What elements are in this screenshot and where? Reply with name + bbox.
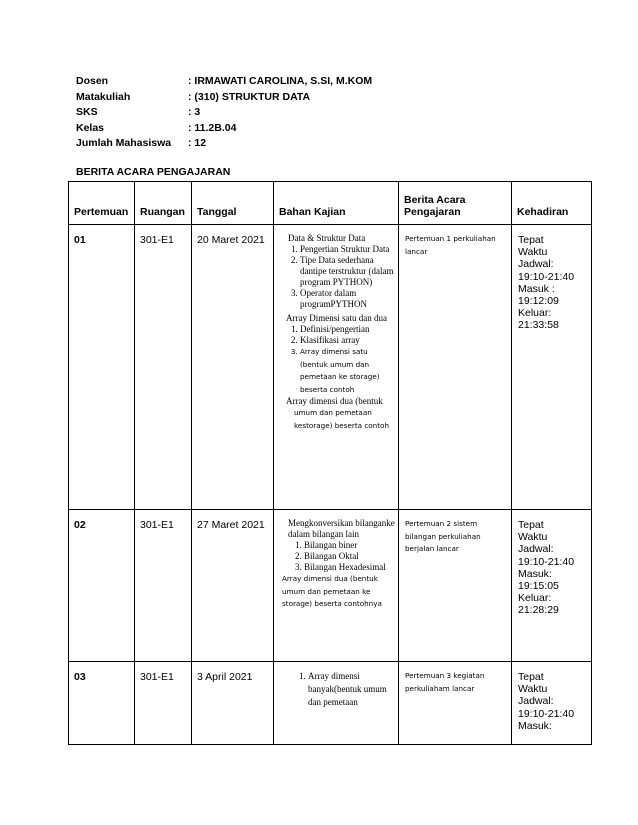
info-row-jumlah bbox=[76, 136, 372, 152]
cell-kehadiran bbox=[512, 510, 592, 662]
topic-intro: Data & Struktur Data bbox=[288, 233, 366, 243]
cell-berita-acara: Pertemuan 3 kegiatan perkuliaham lancar bbox=[399, 662, 512, 745]
attendance-line: Masuk: bbox=[518, 719, 552, 732]
column-header: Ruangan bbox=[135, 182, 192, 225]
course-info bbox=[76, 74, 372, 152]
cell-ruangan: 301-E1 bbox=[135, 225, 192, 510]
cell-ruangan: 301-E1 bbox=[135, 662, 192, 745]
cell-tanggal: 20 Maret 2021 bbox=[192, 225, 274, 510]
topic-list bbox=[282, 540, 395, 573]
cell-kehadiran bbox=[512, 225, 592, 510]
column-header: Tanggal bbox=[192, 182, 274, 225]
list-item: 1. Array dimensi banyak(bentuk umum dan pemetaan bbox=[308, 670, 395, 709]
info-row-sks bbox=[76, 105, 372, 121]
attendance-line: Waktu bbox=[518, 683, 548, 696]
table-row bbox=[69, 662, 592, 745]
table-row bbox=[69, 510, 592, 662]
list-item: 3. Bilangan Hexadesimal bbox=[304, 562, 395, 573]
cell-kehadiran bbox=[512, 662, 592, 745]
attendance-line: 19:10-21:40 bbox=[518, 555, 575, 568]
column-header: Pertemuan bbox=[69, 182, 135, 225]
info-value: : (310) STRUKTUR DATA bbox=[188, 90, 311, 103]
attendance-line: Keluar: bbox=[518, 592, 552, 605]
info-label: Jumlah Mahasiswa bbox=[76, 137, 172, 149]
attendance-line: Masuk: bbox=[518, 567, 552, 580]
info-value: : 12 bbox=[188, 137, 207, 149]
info-label: Dosen bbox=[76, 75, 109, 87]
cell-ruangan: 301-E1 bbox=[135, 510, 192, 662]
column-header: Berita Acara Pengajaran bbox=[399, 182, 512, 225]
attendance-line: Keluar: bbox=[518, 307, 552, 320]
teaching-record-table bbox=[68, 181, 592, 745]
section-title: BERITA ACARA PENGAJARAN bbox=[76, 166, 231, 178]
attendance-line: Jadwal: bbox=[518, 695, 554, 708]
cell-pertemuan: 01 bbox=[69, 225, 135, 510]
info-label: SKS bbox=[76, 106, 98, 118]
table-row bbox=[69, 225, 592, 510]
list-item: 2. Tipe Data sederhana dantipe terstruktur (dalam program PYTHON) bbox=[300, 255, 395, 288]
cell-tanggal: 3 April 2021 bbox=[192, 662, 274, 745]
info-row-kelas bbox=[76, 121, 372, 137]
topic-list bbox=[282, 670, 395, 709]
attendance-line: Tepat bbox=[518, 234, 544, 246]
attendance-line: Tepat bbox=[518, 519, 544, 531]
cell-pertemuan: 03 bbox=[69, 662, 135, 745]
table-header-row bbox=[69, 182, 592, 225]
info-value: : 3 bbox=[188, 106, 201, 118]
cell-bahan-kajian bbox=[274, 662, 399, 745]
attendance-line: Jadwal: bbox=[518, 258, 554, 271]
attendance-line: 21:33:58 bbox=[518, 319, 559, 332]
cell-bahan-kajian bbox=[274, 510, 399, 662]
attendance-line: Jadwal: bbox=[518, 543, 554, 556]
attendance-line: 19:10-21:40 bbox=[518, 270, 575, 283]
info-row-dosen bbox=[76, 74, 372, 90]
info-label: Kelas bbox=[76, 121, 105, 134]
attendance-line: Waktu bbox=[518, 246, 548, 259]
info-row-matakuliah bbox=[76, 90, 372, 106]
info-label: Matakuliah bbox=[76, 90, 131, 103]
list-item: 3. Operator dalam programPYTHON bbox=[300, 288, 395, 310]
topic-text: Array dimensi dua (bentuk bbox=[286, 396, 383, 406]
list-item: 2. Bilangan Oktal bbox=[304, 551, 395, 562]
attendance-line: 19:12:09 bbox=[518, 295, 559, 308]
topic-list bbox=[286, 244, 395, 310]
list-item: 3. Array dimensi satu (bentuk umum dan pemetaan ke storage) beserta contoh bbox=[300, 346, 395, 396]
cell-pertemuan: 02 bbox=[69, 510, 135, 662]
attendance-line: Tepat bbox=[518, 671, 544, 683]
info-value: : IRMAWATI CAROLINA, S.SI, M.KOM bbox=[188, 75, 373, 87]
cell-tanggal: 27 Maret 2021 bbox=[192, 510, 274, 662]
attendance-line: Waktu bbox=[518, 531, 548, 544]
column-header: Kehadiran bbox=[512, 182, 592, 225]
list-item: 1. Bilangan biner bbox=[304, 540, 395, 551]
attendance-line: 19:10-21:40 bbox=[518, 707, 575, 720]
cell-bahan-kajian bbox=[274, 225, 399, 510]
column-header: Bahan Kajian bbox=[274, 182, 399, 225]
list-item: 1. Definisi/pengertian bbox=[300, 324, 395, 335]
list-item: 1. Pengertian Struktur Data bbox=[300, 244, 395, 255]
attendance-line: 21:28:29 bbox=[518, 604, 559, 617]
topic-text: Array dimensi dua (bentuk umum dan pemetaan ke storage) beserta contohnya bbox=[282, 574, 382, 608]
topic-list bbox=[286, 324, 395, 346]
topic-list bbox=[286, 346, 395, 396]
topic-subhead: Array Dimensi satu dan dua bbox=[286, 313, 387, 323]
attendance-line: 19:15:05 bbox=[518, 580, 559, 593]
topic-intro: Mengkonversikan bilanganke dalam bilangan lain bbox=[288, 518, 395, 539]
cell-berita-acara: Pertemuan 2 sistem bilangan perkuliahan berjalan lancar bbox=[399, 510, 512, 662]
info-value: : 11.2B.04 bbox=[188, 121, 237, 134]
topic-text: umum dan pemetaan kestorage) beserta contoh bbox=[294, 408, 390, 430]
attendance-line: Masuk : bbox=[518, 282, 555, 295]
cell-berita-acara: Pertemuan 1 perkuliahan lancar bbox=[399, 225, 512, 510]
list-item: 2. Klasifikasi array bbox=[300, 335, 395, 346]
